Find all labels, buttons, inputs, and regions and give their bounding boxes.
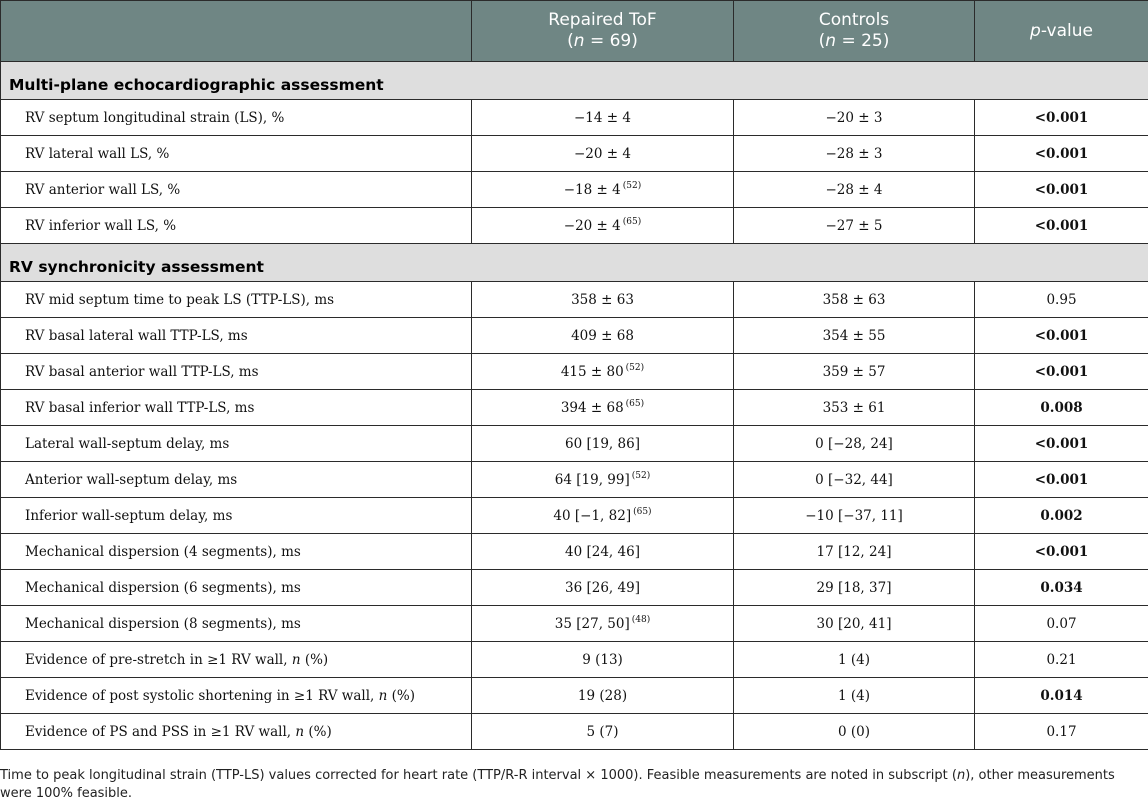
repaired-tof-value: 358 ± 63	[472, 282, 734, 318]
repaired-tof-value: −14 ± 4	[472, 100, 734, 136]
row-label: Evidence of PS and PSS in ≥1 RV wall, n (%)	[1, 714, 472, 750]
header-controls-title: Controls	[818, 10, 890, 30]
feasible-n-superscript: (48)	[631, 614, 651, 625]
table-row	[1, 172, 1148, 208]
controls-value: 359 ± 57	[734, 354, 975, 390]
table-row	[1, 570, 1148, 606]
table-row	[1, 534, 1148, 570]
table-row	[1, 426, 1148, 462]
row-label: Anterior wall-septum delay, ms	[1, 462, 472, 498]
repaired-tof-value: −18 ± 4 $^{(52)}$	[472, 172, 734, 208]
header-repaired-tof-n: (n = 69)	[567, 31, 638, 51]
p-value: <0.001	[975, 136, 1148, 172]
controls-value: −27 ± 5	[734, 208, 975, 244]
table-row	[1, 462, 1148, 498]
table-row	[1, 390, 1148, 426]
p-value: <0.001	[975, 534, 1148, 570]
p-value: 0.21	[975, 642, 1148, 678]
section-title: Multi-plane echocardiographic assessment	[1, 62, 1148, 100]
section-header-row	[1, 244, 1148, 282]
row-label: Evidence of post systolic shortening in ≥1 RV wall, n (%)	[1, 678, 472, 714]
repaired-tof-value: −20 ± 4 $^{(65)}$	[472, 208, 734, 244]
controls-value: 17 [12, 24]	[734, 534, 975, 570]
table-row	[1, 498, 1148, 534]
controls-value: 354 ± 55	[734, 318, 975, 354]
section-header-row	[1, 62, 1148, 100]
controls-value: −20 ± 3	[734, 100, 975, 136]
row-label: RV septum longitudinal strain (LS), %	[1, 100, 472, 136]
feasible-n-superscript: (52)	[625, 362, 645, 373]
row-label: Mechanical dispersion (4 segments), ms	[1, 534, 472, 570]
controls-value: −10 [−37, 11]	[734, 498, 975, 534]
row-label: RV basal inferior wall TTP-LS, ms	[1, 390, 472, 426]
repaired-tof-value: 9 (13)	[472, 642, 734, 678]
controls-value: 0 [−32, 44]	[734, 462, 975, 498]
row-label: RV mid septum time to peak LS (TTP-LS), ms	[1, 282, 472, 318]
table-row	[1, 136, 1148, 172]
controls-value: 353 ± 61	[734, 390, 975, 426]
row-label: RV basal anterior wall TTP-LS, ms	[1, 354, 472, 390]
header-controls-n: (n = 25)	[818, 31, 890, 51]
table-row	[1, 714, 1148, 750]
repaired-tof-value: 394 ± 68 $^{(65)}$	[472, 390, 734, 426]
header-repaired-tof-title: Repaired ToF	[548, 10, 657, 30]
repaired-tof-value: 35 [27, 50] $^{(48)}$	[472, 606, 734, 642]
p-value: <0.001	[975, 172, 1148, 208]
row-label: Lateral wall-septum delay, ms	[1, 426, 472, 462]
repaired-tof-value: 40 [24, 46]	[472, 534, 734, 570]
p-value: <0.001	[975, 354, 1148, 390]
header-blank	[1, 1, 472, 62]
feasible-n-superscript: (52)	[622, 180, 642, 191]
p-value: <0.001	[975, 318, 1148, 354]
repaired-tof-value: 64 [19, 99] $^{(52)}$	[472, 462, 734, 498]
controls-value: −28 ± 3	[734, 136, 975, 172]
header-p-value: p-value	[975, 1, 1148, 62]
table-row	[1, 642, 1148, 678]
table-row	[1, 100, 1148, 136]
controls-value: 1 (4)	[734, 678, 975, 714]
controls-value: 0 [−28, 24]	[734, 426, 975, 462]
p-value: <0.001	[975, 208, 1148, 244]
p-value: 0.014	[975, 678, 1148, 714]
repaired-tof-value: 36 [26, 49]	[472, 570, 734, 606]
row-label: Mechanical dispersion (8 segments), ms	[1, 606, 472, 642]
controls-value: 358 ± 63	[734, 282, 975, 318]
table-footnote: Time to peak longitudinal strain (TTP-LS) values corrected for heart rate (TTP/R-R interval × 1000). Feasible measurements are noted in subscript (n), other measurements were 100% feasible.	[0, 768, 1115, 801]
feasible-n-superscript: (52)	[631, 470, 651, 481]
repaired-tof-value: 40 [−1, 82] $^{(65)}$	[472, 498, 734, 534]
table-row	[1, 318, 1148, 354]
table-row	[1, 354, 1148, 390]
row-label: RV anterior wall LS, %	[1, 172, 472, 208]
p-value: <0.001	[975, 426, 1148, 462]
feasible-n-superscript: (65)	[625, 398, 645, 409]
p-value: 0.034	[975, 570, 1148, 606]
controls-value: −28 ± 4	[734, 172, 975, 208]
repaired-tof-value: 5 (7)	[472, 714, 734, 750]
row-label: RV basal lateral wall TTP-LS, ms	[1, 318, 472, 354]
repaired-tof-value: 19 (28)	[472, 678, 734, 714]
row-label: Evidence of pre-stretch in ≥1 RV wall, n (%)	[1, 642, 472, 678]
controls-value: 29 [18, 37]	[734, 570, 975, 606]
p-value: 0.95	[975, 282, 1148, 318]
header-row	[1, 1, 1148, 62]
p-value: 0.002	[975, 498, 1148, 534]
table-row	[1, 606, 1148, 642]
repaired-tof-value: −20 ± 4	[472, 136, 734, 172]
header-controls	[734, 1, 975, 62]
section-title: RV synchronicity assessment	[1, 244, 1148, 282]
repaired-tof-value: 60 [19, 86]	[472, 426, 734, 462]
feasible-n-superscript: (65)	[622, 216, 642, 227]
repaired-tof-value: 409 ± 68	[472, 318, 734, 354]
controls-value: 0 (0)	[734, 714, 975, 750]
feasible-n-superscript: (65)	[633, 506, 652, 517]
repaired-tof-value: 415 ± 80 $^{(52)}$	[472, 354, 734, 390]
p-value: <0.001	[975, 100, 1148, 136]
table-row	[1, 282, 1148, 318]
table-row	[1, 208, 1148, 244]
controls-value: 30 [20, 41]	[734, 606, 975, 642]
table-row	[1, 678, 1148, 714]
controls-value: 1 (4)	[734, 642, 975, 678]
p-value: 0.008	[975, 390, 1148, 426]
row-label: RV inferior wall LS, %	[1, 208, 472, 244]
p-value: <0.001	[975, 462, 1148, 498]
p-value: 0.17	[975, 714, 1148, 750]
p-value: 0.07	[975, 606, 1148, 642]
row-label: Inferior wall-septum delay, ms	[1, 498, 472, 534]
header-repaired-tof	[472, 1, 734, 62]
row-label: Mechanical dispersion (6 segments), ms	[1, 570, 472, 606]
row-label: RV lateral wall LS, %	[1, 136, 472, 172]
